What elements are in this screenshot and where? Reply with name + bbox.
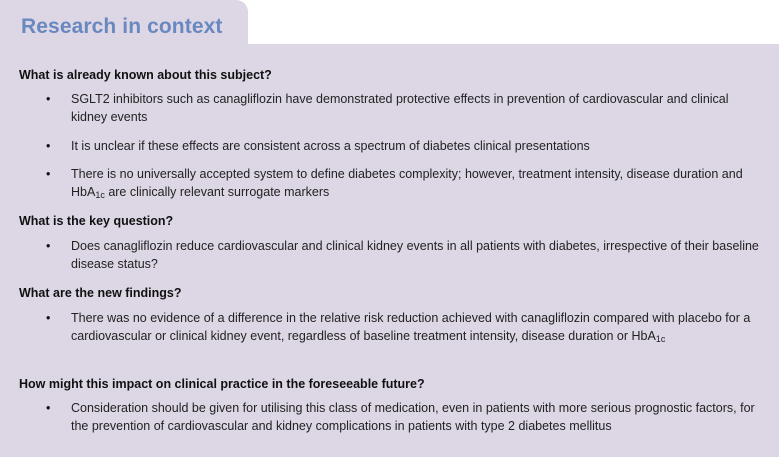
bullet-text: There is no universally accepted system to define diabetes complexity; however, treatment intensity, disease duration and HbA$_{1c}$ are clinically relevant surrogate markers — [71, 167, 743, 200]
bullet-dot: • — [46, 139, 51, 153]
question-findings: What are the new findings? — [19, 286, 182, 300]
subscript: 1c — [655, 334, 666, 344]
content-panel — [0, 44, 779, 457]
bullet-text: It is unclear if these effects are consistent across a spectrum of diabetes clinical presentations — [71, 139, 590, 153]
question-impact: How might this impact on clinical practice in the foreseeable future? — [19, 377, 425, 391]
bullet-text: Consideration should be given for utilising this class of medication, even in patients with more serious prognostic factors, for the prevention of cardiovascular and kidney complications in patients with type 2 diabetes mellitus — [71, 401, 755, 433]
bullet-dot: • — [46, 401, 51, 415]
subscript: 1c — [95, 190, 105, 200]
question-known: What is already known about this subject? — [19, 68, 272, 82]
question-key: What is the key question? — [19, 214, 174, 228]
bullet-dot: • — [46, 311, 51, 325]
title-tab — [0, 0, 248, 44]
bullet-dot: • — [46, 92, 51, 106]
bullet-text: There was no evidence of a difference in the relative risk reduction achieved with canagliflozin compared with placebo for a cardiovascular or clinical kidney event, regardless of baseline treatment intensity, disease duration or HbA$_{1c}$ — [71, 311, 751, 344]
bullet-text: Does canagliflozin reduce cardiovascular and clinical kidney events in all patients with diabetes, irrespective of their baseline disease status? — [71, 239, 759, 271]
bullet-text: SGLT2 inhibitors such as canagliflozin have demonstrated protective effects in prevention of cardiovascular and clinical kidney events — [71, 92, 729, 124]
box-title: Research in context — [21, 15, 223, 38]
bullet-dot: • — [46, 167, 51, 181]
bullet-dot: • — [46, 239, 51, 253]
